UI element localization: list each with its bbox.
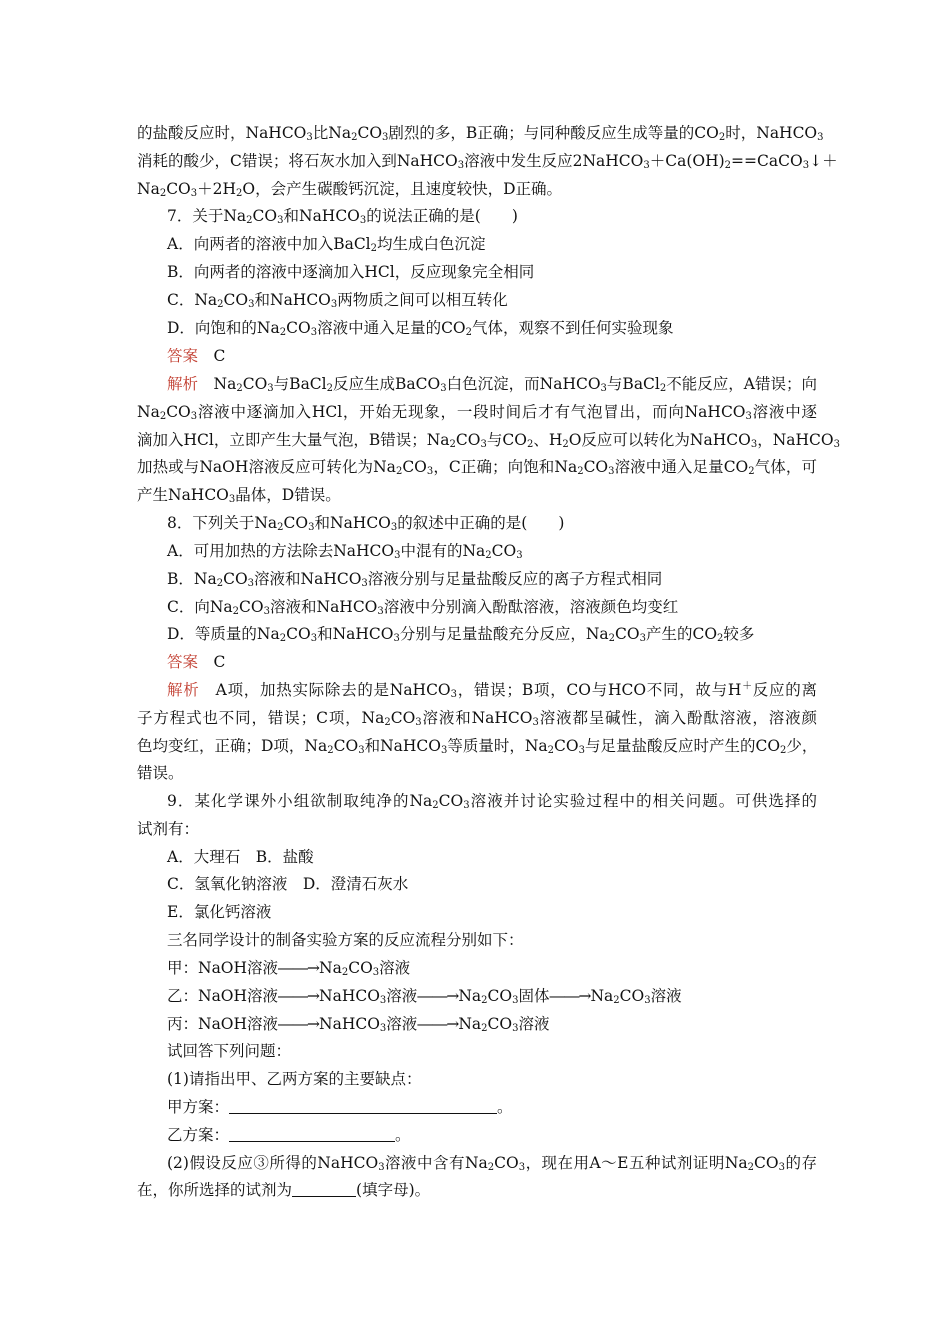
q9-sub-2-line-1: (2)假设反应③所得的NaHCO$_3$溶液中含有$Na_2CO_3$，现在用A～E五种试剂证明$Na_2CO_3$的存 bbox=[167, 1154, 817, 1173]
q7-analysis-line-3: 滴加入HCl，立即产生大量气泡，B错误；$Na_2CO_3$与$CO_2$、$H_2O$反应可以转化为NaHCO$_3$，NaHCO$_3$ bbox=[137, 431, 840, 450]
answer-value: C bbox=[213, 347, 226, 365]
q9-reagents-3: E．氯化钙溶液 bbox=[167, 903, 272, 921]
q7-option-a: A．向两者的溶液中加入BaCl$_2$均生成白色沉淀 bbox=[167, 235, 486, 254]
yi-answer-blank[interactable] bbox=[229, 1124, 395, 1142]
q7-analysis-line-5: 产生NaHCO$_3$晶体，D错误。 bbox=[137, 486, 341, 505]
q7-analysis-line-2: $Na_2CO_3$溶液中逐滴加入HCl，开始无现象，一段时间后才有气泡冒出，而向NaHCO$_3$溶液中逐 bbox=[137, 403, 817, 422]
q8-option-a: A．可用加热的方法除去NaHCO$_3$中混有的$Na_2CO_3$ bbox=[167, 542, 523, 561]
answer-value: C bbox=[213, 653, 226, 671]
q8-option-c: C．向$Na_2CO_3$溶液和NaHCO$_3$溶液中分别滴入酚酞溶液，溶液颜色均变红 bbox=[167, 598, 679, 617]
jia-answer-blank[interactable] bbox=[229, 1096, 497, 1114]
q9-sub-2-line-2: 在，你所选择的试剂为 (填字母)。 bbox=[137, 1181, 431, 1199]
answer-label: 答案 bbox=[167, 653, 199, 671]
q9-yi-answer-line: 乙方案： 。 bbox=[167, 1126, 411, 1144]
q7-option-d: D．向饱和的$Na_2CO_3$溶液中通入足量的$CO_2$气体，观察不到任何实验现象 bbox=[167, 319, 674, 338]
q6-line-1: 的盐酸反应时，NaHCO$_3$比$Na_2CO_3$剧烈的多，B正确；与同种酸反应生成等量的$CO_2$时，NaHCO$_3$ bbox=[137, 124, 824, 143]
q7-analysis-line-1: 解析 $Na_2CO_3$与BaCl$_2$反应生成BaCO$_3$白色沉淀，而NaHCO$_3$与BaCl$_2$不能反应，A错误；向 bbox=[167, 375, 818, 394]
analysis-label: 解析 bbox=[167, 375, 199, 393]
q9-ask: 试回答下列问题： bbox=[167, 1042, 292, 1060]
q8-analysis-line-3: 色均变红，正确；D项，$Na_2CO_3$和NaHCO$_3$等质量时，$Na_2CO_3$与足量盐酸反应时产生的$CO_2$少， bbox=[137, 737, 818, 756]
analysis-label: 解析 bbox=[167, 681, 200, 699]
q9-reagents-1: A．大理石 B．盐酸 bbox=[167, 848, 314, 866]
q8-stem: 8．下列关于$Na_2CO_3$和NaHCO$_3$的叙述中正确的是( ) bbox=[167, 514, 565, 533]
q8-analysis-line-1: 解析 A项，加热实际除去的是NaHCO$_3$，错误；B项，CO与HCO不同，故与H＋反应的离 bbox=[167, 681, 817, 700]
q7-stem: 7．关于$Na_2CO_3$和NaHCO$_3$的说法正确的是( ) bbox=[167, 207, 518, 226]
q7-option-c: C．$Na_2CO_3$和NaHCO$_3$两物质之间可以相互转化 bbox=[167, 291, 508, 310]
q9-sub-1: (1)请指出甲、乙两方案的主要缺点： bbox=[167, 1070, 422, 1088]
q7-analysis-line-4: 加热或与NaOH溶液反应可转化为$Na_2CO_3$，C正确；向饱和$Na_2CO_3$溶液中通入足量$CO_2$气体，可 bbox=[137, 458, 817, 477]
answer-label: 答案 bbox=[167, 347, 199, 365]
q9-plan-bing: 丙：NaOH溶液――→NaHCO$_3$溶液$――\to Na_2CO_3$溶液 bbox=[167, 1015, 550, 1034]
q8-option-d: D．等质量的$Na_2CO_3$和NaHCO$_3$分别与足量盐酸充分反应，$Na_2CO_3$产生的$CO_2$较多 bbox=[167, 625, 755, 644]
reagent-choice-blank[interactable] bbox=[292, 1179, 356, 1197]
q9-reagents-2: C．氢氧化钠溶液 D．澄清石灰水 bbox=[167, 875, 409, 893]
q7-answer bbox=[167, 342, 817, 370]
q9-stem-line-2: 试剂有： bbox=[137, 820, 200, 838]
q9-intro: 三名同学设计的制备实验方案的反应流程分别如下： bbox=[167, 931, 524, 949]
q6-line-3: $Na_2CO_3+2H_2O$，会产生碳酸钙沉淀，且速度较快，D正确。 bbox=[137, 180, 563, 199]
q6-line-2: 消耗的酸少，C错误；将石灰水加入到NaHCO$_3$溶液中发生反应$2NaHCO_3+Ca(OH)_2==CaCO_3↓+$ bbox=[137, 152, 838, 171]
q9-jia-answer-line: 甲方案： 。 bbox=[167, 1098, 513, 1116]
q9-plan-yi: 乙：NaOH溶液――→NaHCO$_3$溶液$――\to Na_2CO_3$固体$――\to Na_2CO_3$溶液 bbox=[167, 987, 682, 1006]
q8-answer bbox=[167, 648, 817, 676]
q9-plan-jia: 甲：NaOH溶液$――\to Na_2CO_3$溶液 bbox=[167, 959, 411, 978]
q9-stem-line-1: 9．某化学课外小组欲制取纯净的$Na_2CO_3$溶液并讨论实验过程中的相关问题。可供选择的 bbox=[167, 792, 817, 811]
q8-analysis-line-4: 错误。 bbox=[137, 764, 184, 782]
q8-option-b: B．$Na_2CO_3$溶液和NaHCO$_3$溶液分别与足量盐酸反应的离子方程式相同 bbox=[167, 570, 663, 589]
q8-analysis-line-2: 子方程式也不同，错误；C项，$Na_2CO_3$溶液和NaHCO$_3$溶液都呈碱性，滴入酚酞溶液，溶液颜 bbox=[137, 709, 817, 728]
q7-option-b: B．向两者的溶液中逐滴加入HCl，反应现象完全相同 bbox=[167, 263, 535, 281]
